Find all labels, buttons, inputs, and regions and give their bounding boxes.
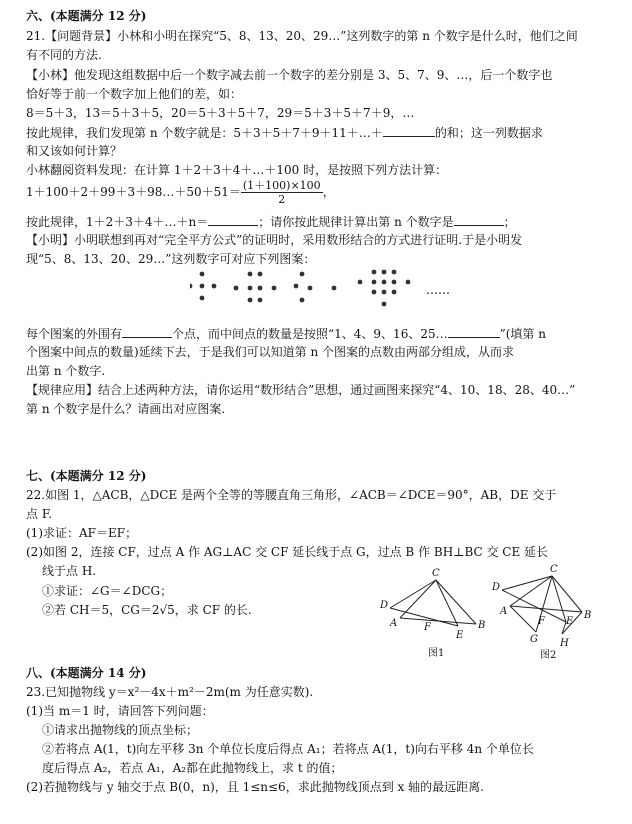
q21-line-9 xyxy=(26,178,335,206)
fig1-caption: 图1 xyxy=(428,648,445,659)
figure-1 xyxy=(376,566,496,662)
section-7-header: 七、(本题满分 12 分) xyxy=(26,469,147,483)
section-8-header: 八、(本题满分 14 分) xyxy=(26,666,147,680)
q21-line-7: 和又该如何计算？ xyxy=(26,144,123,158)
q21-line-12: 现“5、8、13、20、29…”这列数字可对应下列图案： xyxy=(26,252,316,266)
answer-blank-1[interactable] xyxy=(383,124,435,137)
fig1-label-b: B xyxy=(478,620,486,631)
q21-line-10-text-c: ； xyxy=(503,215,516,229)
q21-line-5: 8＝5＋3，13＝5＋3＋5，20＝5＋3＋5＋7，29＝5＋3＋5＋7＋9，… xyxy=(26,106,415,120)
fig2-label-e: E xyxy=(566,616,574,627)
pattern-2 xyxy=(234,272,277,303)
answer-blank-5[interactable] xyxy=(448,325,500,338)
fig1-label-d: D xyxy=(380,600,389,611)
q21-line-9-text-a: 1＋100＋2＋99＋3＋98…＋50＋51＝ xyxy=(26,185,241,199)
dot-ellipsis: …… xyxy=(426,283,450,297)
q21-line-15: 出第 n 个数字. xyxy=(26,364,106,378)
q21-line-6 xyxy=(26,124,543,141)
q21-line-11: 【小明】小明联想到再对“完全平方公式”的证明时，采用数形结合的方式进行证明.于是小明发 xyxy=(26,233,523,247)
fig2-label-d: D xyxy=(492,582,501,593)
q21-line-10-text-a: 按此规律，1＋2＋3＋4＋…＋n＝ xyxy=(26,215,209,229)
q21-line-4: 恰好等于前一个数字加上他们的差，如： xyxy=(26,87,243,101)
q22-line-7: ②若 CH＝5，CG＝2√5，求 CF 的长. xyxy=(42,603,252,617)
q21-line-3: 【小林】他发现这组数据中后一个数字减去前一个数字的差分别是 3、5、7、9、…，后一个数字也 xyxy=(26,68,553,82)
fig2-label-b: B xyxy=(584,610,592,621)
fig1-label-e: E xyxy=(456,630,464,641)
fig1-label-a: A xyxy=(390,618,398,629)
q21-line-13-text-b: 个点，而中间点的数量是按照“1、4、9、16、25… xyxy=(172,327,448,341)
q22-line-5: 线于点 H. xyxy=(42,564,97,578)
q23-line-4: ②若将点 A(1，t)向左平移 3n 个单位长度后得点 A₁；若将点 A(1，t)向右平移 4n 个单位长 xyxy=(42,742,534,756)
section-6-header: 六、(本题满分 12 分) xyxy=(26,9,147,23)
fig2-label-g: G xyxy=(530,634,538,645)
q22-line-2: 点 F. xyxy=(26,507,53,521)
fig1-label-f: F xyxy=(424,622,431,633)
fraction-numerator: (1＋100)×100 xyxy=(242,179,321,192)
q23-line-1: 23.已知抛物线 y＝x²－4x＋m²－2m(m 为任意实数). xyxy=(26,685,314,699)
q21-line-13-text-a: 每个图案的外围有 xyxy=(26,327,123,341)
q23-line-5: 度后得点 A₂，若点 A₁，A₂都在此抛物线上，求 t 的值； xyxy=(42,761,343,775)
q21-line-13-text-c: ”(填第 n xyxy=(499,327,546,341)
q23-line-6: (2)若抛物线与 y 轴交于点 B(0，n)，且 1≤n≤6，求此抛物线顶点到 x 轴的最远距离. xyxy=(26,780,484,794)
q21-line-17: 第 n 个数字是什么？请画出对应图案. xyxy=(26,402,226,416)
q21-line-1: 21.【问题背景】小林和小明在探究“5、8、13、20、29…”这列数字的第 n 个数字是什么时，他们之间 xyxy=(26,29,578,43)
fig1-label-c: C xyxy=(432,568,440,579)
fraction xyxy=(241,179,323,206)
q22-line-4: (2)如图 2，连接 CF，过点 A 作 AG⊥AC 交 CF 延长线于点 G，过点 B 作 BH⊥BC 交 CE 延长 xyxy=(26,545,549,559)
q21-line-16: 【规律应用】结合上述两种方法，请你运用“数形结合”思想，通过画图来探究“4、10、18、28、40…” xyxy=(26,383,576,397)
pattern-3 xyxy=(294,272,337,303)
pattern-4 xyxy=(358,270,411,307)
answer-blank-2[interactable] xyxy=(208,213,258,226)
q21-line-10-text-b: ；请你按此规律计算出第 n 个数字是 xyxy=(258,215,454,229)
answer-blank-4[interactable] xyxy=(122,325,172,338)
pattern-1 xyxy=(190,272,216,301)
q21-line-10 xyxy=(26,213,516,230)
q21-line-6-text-b: 的和；这一列数据求 xyxy=(434,126,543,140)
fig2-label-f: F xyxy=(538,616,545,627)
q21-line-14: 个图案中间点的数量)延续下去，于是我们可以知道第 n 个图案的点数由两部分组成，从而求 xyxy=(26,345,515,359)
fig2-label-c: C xyxy=(550,564,558,575)
q23-line-3: ①请求出抛物线的顶点坐标； xyxy=(42,723,199,737)
dot-patterns xyxy=(190,266,450,324)
fig2-caption: 图2 xyxy=(540,650,557,661)
answer-blank-3[interactable] xyxy=(454,213,504,226)
q21-line-8: 小林翻阅资料发现：在计算 1＋2＋3＋4＋…＋100 时，是按照下列方法计算： xyxy=(26,163,448,177)
q22-line-1: 22.如图 1，△ACB，△DCE 是两个全等的等腰直角三角形，∠ACB＝∠DCE＝90°，AB，DE 交于 xyxy=(26,488,557,502)
q21-line-6-text-a: 按此规律，我们发现第 n 个数字就是：5＋3＋5＋7＋9＋11＋…＋ xyxy=(26,126,383,140)
q21-line-2: 有不同的方法. xyxy=(26,48,102,62)
fraction-denominator: 2 xyxy=(278,193,286,206)
figure-2 xyxy=(486,562,606,662)
fig2-label-h: H xyxy=(560,638,569,649)
q21-line-9-text-b: ， xyxy=(322,185,335,199)
q21-line-13 xyxy=(26,325,546,342)
q22-line-6: ①求证：∠G＝∠DCG； xyxy=(42,584,173,598)
q23-line-2: (1)当 m＝1 时，请回答下列问题： xyxy=(26,704,214,718)
fig2-label-a: A xyxy=(500,606,508,617)
q22-line-3: (1)求证：AF＝EF； xyxy=(26,526,138,540)
